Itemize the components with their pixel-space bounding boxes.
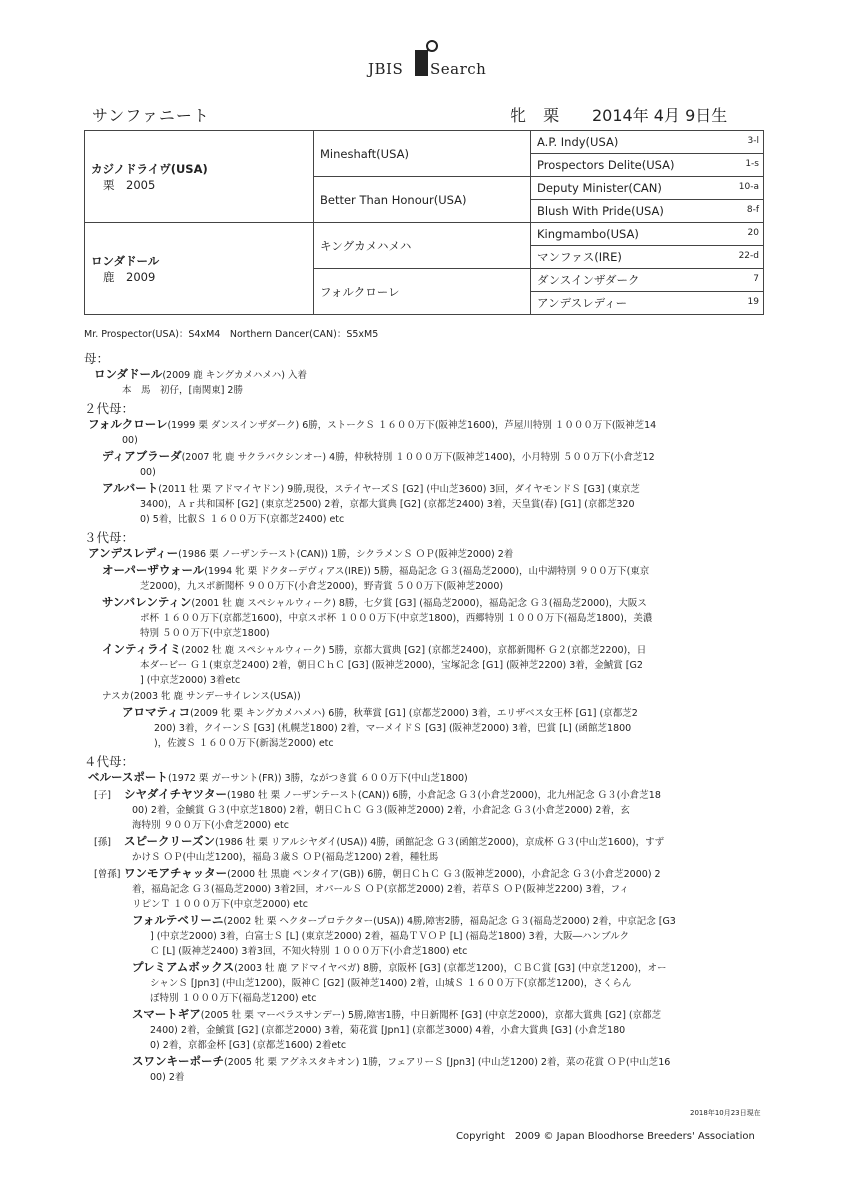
entry-line: 0) 5着，比叡Ｓ １６００万下(京都芝2400) etc [140,514,345,525]
entry-line-text: Ｃ [L] (阪神芝2400) 3着3回，不知火特別 １０００万下(小倉芝1800) etc [150,946,468,957]
g3-offspring-entry [84,642,774,658]
entry-line: 00) [140,467,156,478]
entry-line-text: )，佐渡Ｓ １６００万下(新潟芝2000) etc [154,738,334,749]
inbreeding-note: Mr. Prospector(USA)：S4xM4 Northern Dancer(CAN)：S5xM5 [84,329,379,340]
family-number: 3-l [747,136,759,146]
entry-detail: (1986 栗 ノーザンテースト(CAN)) 1勝，シクラメンＳ ＯＰ(阪神芝2000) 2着 [178,549,514,560]
entry-line [84,736,774,751]
entry-line: かけＳ ＯＰ(中山芝1200)，福島３歳Ｓ ＯＰ(福島芝1200) 2着，種牡馬 [132,852,439,863]
entry-detail: (1999 栗 ダンスインザダーク) 6勝，ストークＳ １６００万下(阪神芝1600)，芦屋川特別 １０００万下(阪神芝14 [167,420,657,431]
g4-offspring-entry [84,913,774,929]
entry-detail: (2009 鹿 キングカメハメハ) 入着 [162,370,307,381]
dam-entry [84,367,774,383]
pedigree-gen3 [531,154,764,177]
pedigree-gen3-name: A.P. Indy(USA) [537,135,619,149]
entry-detail: (2007 牝 鹿 サクラバクシンオー) 4勝，仲秋特別 １０００万下(阪神芝1400)，小月特別 ５００万下(小倉芝12 [181,452,655,463]
horse-name-bold: ディアブラーダ [102,449,182,463]
pedigree-gen3-name: ダンスインザダーク [537,273,640,287]
horse-name-bold: フォルテベリーニ [132,913,224,927]
family-number: 8-f [746,205,759,215]
as-of-date: 2018年10月23日現在 [690,1109,761,1117]
entry-line [84,1038,774,1053]
entry-detail: (2000 牡 黒鹿 ペンタイア(GB)) 6勝，朝日ＣｈＣ Ｇ３(阪神芝2000)，小倉記念 Ｇ３(小倉芝2000) 2 [227,869,661,880]
dam-info: 鹿 2009 [103,269,156,284]
horse-name-bold: アルバート [102,481,159,495]
entry-line: 00) 2着，金鯱賞 Ｇ３(中京芝1800) 2着，朝日ＣｈＣ Ｇ３(阪神芝2000) 2着，小倉記念 Ｇ３(小倉芝2000) 2着，玄 [132,805,630,816]
entry-line [84,976,774,991]
entry-line: 3400)，Ａｒ共和国杯 [G2] (東京芝2500) 2着，京都大賞典 [G2] (京都芝2400) 3着，天皇賞(春) [G1] (京都芝320 [140,499,635,510]
entry-line: 本 馬 初仔，[南関東] 2勝 [122,385,243,396]
family-number: 22-d [738,251,759,261]
entry-line [84,1070,774,1085]
g3-offspring-entry: ナスカ(2003 牝 鹿 サンデーサイレンス(USA)) [102,691,301,702]
g4-offspring-entry [84,1007,774,1023]
horse-name-bold: スワンキーポーチ [132,1054,224,1068]
entry-line [84,1023,774,1038]
pedigree-gen2: Mineshaft(USA) [314,131,531,177]
magnifier-icon [423,38,441,56]
pedigree-gen2: キングカメハメハ [314,223,531,269]
pedigree-gen2: フォルクローレ [314,269,531,315]
relation-tag: [子] [94,790,111,801]
entry-line: ポ杯 １６００万下(京都芝1600)，中京スポ杯 １０００万下(中京芝1800)，西郷特別 １０００万下(福島芝1800)，美濃 [140,613,653,624]
pedigree-gen2: Better Than Honour(USA) [314,177,531,223]
horse-birthdate: 2014年 4月 9日生 [592,106,728,125]
g3-grandchild-entry [84,705,774,721]
sire-name: カジノドライヴ(USA) [91,161,208,176]
family-number: 20 [747,228,759,238]
horse-name-bold: プレミアムボックス [132,960,235,974]
horse-name: サンファニート [92,106,210,125]
entry-line-text: ぼ特別 １０００万下(福島芝1200) etc [150,993,317,1004]
entry-detail: (2005 牡 栗 マーベラスサンデー) 5勝,障害1勝，中日新聞杯 [G3] (中京芝2000)，京都大賞典 [G2] (京都芝 [200,1010,662,1021]
copyright-notice: Copyright 2009 © Japan Bloodhorse Breeders' Association [456,1131,755,1142]
g3-entry [84,546,774,562]
horse-name-bold: スマートギア [132,1007,201,1021]
g4-entry [84,770,774,786]
family-number: 1-s [745,159,759,169]
entry-line [84,929,774,944]
family-number: 10-a [738,182,759,192]
entry-detail: (2011 牡 栗 アドマイヤドン) 9勝,現役，ステイヤーズＳ [G2] (中山芝3600) 3回，ダイヤモンドＳ [G3] (東京芝 [158,484,640,495]
g4-offspring-entry [84,787,774,803]
entry-line-text: 200) 3着，クイーンＳ [G3] (札幌芝1800) 2着，マーメイドＳ [G3] (阪神芝2000) 3着，巴賞 [L] (函館芝1800 [154,723,632,734]
section-heading-dam: 母： [84,351,110,366]
entry-detail: (2002 牡 栗 ヘクタープロテクター(USA)) 4勝,障害2勝，福島記念 Ｇ３(福島芝2000) 2着，中京記念 [G3 [223,916,676,927]
entry-line: リピンＴ １０００万下(中京芝2000) etc [132,899,308,910]
horse-name-bold: ロンダドール [94,367,163,381]
horse-name-bold: アロマティコ [122,705,191,719]
entry-line: 着，福島記念 Ｇ３(福島芝2000) 3着2回，オパールＳ ＯＰ(京都芝2000) 2着，若草Ｓ ＯＰ(阪神芝2200) 3着，フィ [132,884,629,895]
sire-info: 栗 2005 [103,177,156,192]
entry-detail: (2005 牝 栗 アグネスタキオン) 1勝，フェアリーＳ [Jpn3] (中山芝1200) 2着，菜の花賞 ＯＰ(中山芝16 [224,1057,671,1068]
pedigree-sire [85,131,314,223]
horse-sex-color: 牝 栗 [510,106,566,125]
entry-line-text: ] (中京芝2000) 3着，白富士Ｓ [L] (東京芝2000) 2着，福島ＴＶＯＰ [L] (福島芝1800) 3着，大阪―ハンブルク [150,931,630,942]
g2-offspring-entry [84,481,774,497]
entry-line: 00) [122,435,138,446]
horse-name-bold: ワンモアチャッター [124,866,228,880]
g2-offspring-entry [84,449,774,465]
entry-line-text: 0) 2着，京都金杯 [G3] (京都芝1600) 2着etc [150,1040,347,1051]
pedigree-gen3-name: Blush With Pride(USA) [537,204,664,218]
entry-line: 特別 ５００万下(中京芝1800) [140,628,270,639]
entry-detail: (2001 牡 鹿 スペシャルウィーク) 8勝，七夕賞 [G3] (福島芝2000)，福島記念 Ｇ３(福島芝2000)，大阪ス [191,598,647,609]
pedigree-gen3-name: Prospectors Delite(USA) [537,158,675,172]
pedigree-gen3 [531,292,764,315]
relation-tag: [曾孫] [94,869,121,880]
entry-line-text: 00) 2着 [150,1072,185,1083]
entry-line: 海特別 ９００万下(小倉芝2000) etc [132,820,289,831]
entry-line-text: シャンＳ [Jpn3] (中山芝1200)，阪神Ｃ [G2] (阪神芝1400) 2着，山城Ｓ １６００万下(京都芝1200)，さくらん [150,978,632,989]
pedigree-gen3-name: アンデスレディー [537,296,628,310]
g3-offspring-entry [84,563,774,579]
family-number: 7 [753,274,759,284]
horse-name-bold: アンデスレディー [88,546,179,560]
jbis-search-logo [368,38,498,82]
g4-offspring-entry [84,1054,774,1070]
g4-offspring-entry [84,834,774,850]
horse-name-bold: ベルースポート [88,770,168,784]
entry-detail: (1986 牡 栗 リアルシヤダイ(USA)) 4勝，函館記念 Ｇ３(函館芝2000)，京成杯 Ｇ３(中山芝1600)，すず [214,837,665,848]
pedigree-gen3-name: Deputy Minister(CAN) [537,181,662,195]
horse-name-bold: シヤダイチヤツター [124,787,228,801]
g4-offspring-entry [84,866,774,882]
entry-detail: (2009 牝 栗 キングカメハメハ) 6勝，秋華賞 [G1] (京都芝2000) 3着，エリザベス女王杯 [G1] (京都芝2 [190,708,638,719]
entry-line [84,991,774,1006]
horse-name-bold: フォルクローレ [88,417,168,431]
g2-entry [84,417,774,433]
logo-text-jbis: JBIS [368,60,404,78]
relation-tag: [孫] [94,837,111,848]
pedigree-gen3 [531,223,764,246]
entry-detail: (1994 牝 栗 ドクターデヴィアス(IRE)) 5勝，福島記念 Ｇ３(福島芝2000)，山中湖特別 ９００万下(東京 [204,566,650,577]
section-heading-g3: ３代母： [84,530,135,545]
pedigree-dam [85,223,314,315]
horse-name-bold: インティライミ [102,642,182,656]
horse-name-bold: サンバレンティン [102,595,192,609]
entry-line: 芝2000)，九スポ新聞杯 ９００万下(小倉芝2000)，野青賞 ５００万下(阪神芝2000) [140,581,504,592]
entry-line: ] (中京芝2000) 3着etc [140,675,241,686]
section-heading-g4: ４代母： [84,754,135,769]
dam-name: ロンダドール [91,253,160,268]
entry-line: 本ダービー Ｇ１(東京芝2400) 2着，朝日ＣｈＣ [G3] (阪神芝2000)，宝塚記念 [G1] (阪神芝2200) 3着，金鯱賞 [G2 [140,660,643,671]
entry-detail: (2002 牡 鹿 スペシャルウィーク) 5勝，京都大賞典 [G2] (京都芝2400)，京都新聞杯 Ｇ２(京都芝2200)，日 [181,645,647,656]
entry-line-text: 2400) 2着，金鯱賞 [G2] (京都芝2000) 3着，菊花賞 [Jpn1] (京都芝3000) 4着，小倉大賞典 [G3] (小倉芝180 [150,1025,626,1036]
entry-line [84,721,774,736]
pedigree-gen3 [531,200,764,223]
pedigree-table [84,130,764,315]
g4-offspring-entry [84,960,774,976]
pedigree-gen3 [531,246,764,269]
family-record [84,348,774,1085]
family-number: 19 [747,297,759,307]
pedigree-gen3 [531,177,764,200]
entry-line [84,944,774,959]
logo-text-search: Search [430,60,487,78]
pedigree-gen3 [531,131,764,154]
pedigree-gen3-name: マンファス(IRE) [537,250,622,264]
pedigree-gen3-name: Kingmambo(USA) [537,227,639,241]
entry-detail: (2003 牡 鹿 アドマイヤベガ) 8勝，京阪杯 [G3] (京都芝1200)，ＣＢＣ賞 [G3] (中京芝1200)，オー [234,963,667,974]
horse-name-bold: オーパーザウォール [102,563,205,577]
pedigree-gen3 [531,269,764,292]
horse-name-bold: スピークリーズン [124,834,215,848]
section-heading-g2: ２代母： [84,401,135,416]
entry-detail: (1980 牡 栗 ノーザンテースト(CAN)) 6勝，小倉記念 Ｇ３(小倉芝2000)，北九州記念 Ｇ３(小倉芝18 [227,790,661,801]
entry-detail: (1972 栗 ガーサント(FR)) 3勝，ながつき賞 ６００万下(中山芝1800) [167,773,468,784]
g3-offspring-entry [84,595,774,611]
